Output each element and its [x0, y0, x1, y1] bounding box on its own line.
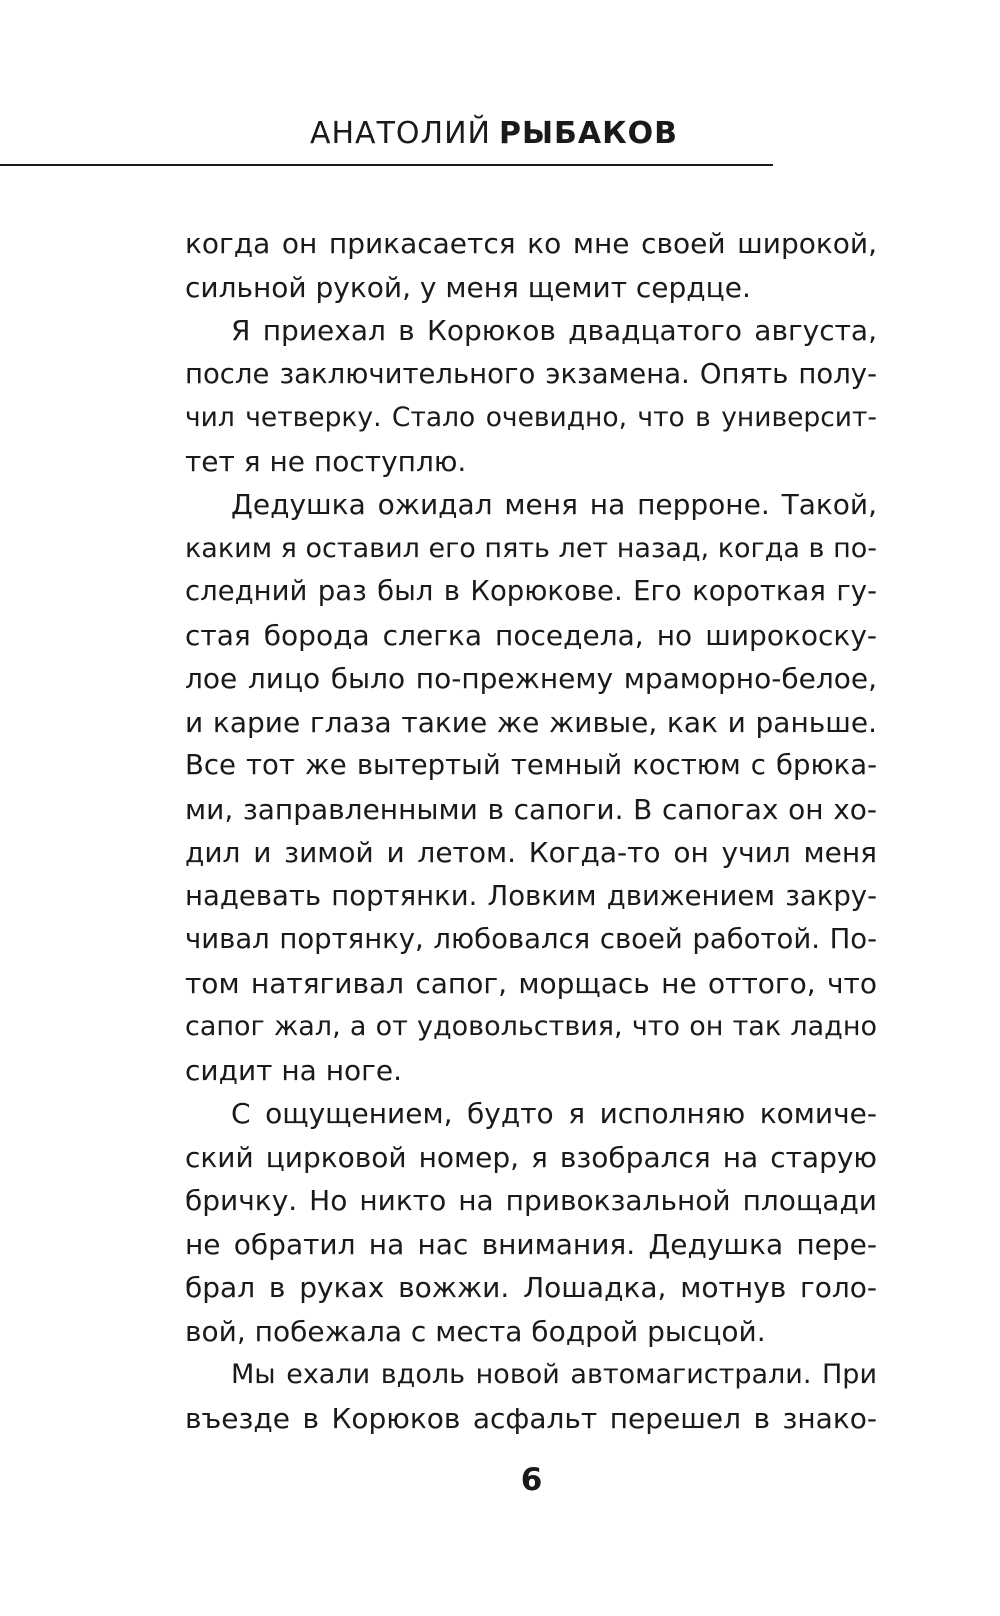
text-line: когда он прикасается ко мне своей широкой,	[185, 227, 877, 260]
text-line: чивал портянку, любовался своей работой. По-	[185, 923, 877, 955]
text-line: Все тот же вытертый темный костюм с брюка-	[185, 749, 877, 781]
body-text	[185, 222, 877, 1440]
text-line: том натягивал сапог, морщась не оттого, что	[185, 966, 877, 1000]
text-line: сапог жал, а от удовольствия, что он так ладно	[185, 1011, 877, 1042]
text-line: каким я оставил его пять лет назад, когда в по-	[185, 532, 877, 564]
text-line: въезде в Корюков асфальт перешел в знако-	[185, 1401, 877, 1435]
text-line: тет я не поступлю.	[185, 444, 467, 478]
text-line: Мы ехали вдоль новой автомагистрали. При	[231, 1359, 877, 1390]
text-line: не обратил на нас внимания. Дедушка пере-	[185, 1227, 877, 1261]
text-line: ми, заправленными в сапоги. В сапогах он хо-	[185, 792, 877, 826]
text-line: Дедушка ожидал меня на перроне. Такой,	[231, 488, 877, 521]
text-line: стая борода слегка поседела, но широкоску-	[185, 618, 877, 652]
text-line: дил и зимой и летом. Когда-то он учил меня	[185, 836, 877, 869]
page-number: 6	[520, 1462, 543, 1498]
header-rule	[0, 164, 773, 166]
text-line: сидит на ноге.	[185, 1053, 402, 1087]
text-line: надевать портянки. Ловким движением закру-	[185, 879, 877, 912]
author-last-name: РЫБАКОВ	[498, 116, 678, 151]
text-line: брал в руках вожжи. Лошадка, мотнув голо-	[185, 1271, 877, 1304]
text-line: бричку. Но никто на привокзальной площади	[185, 1184, 877, 1217]
text-line: после заключительного экзамена. Опять полу-	[185, 357, 877, 390]
text-line: С ощущением, будто я исполняю комиче-	[231, 1097, 877, 1130]
text-line: и карие глаза такие же живые, как и раньше.	[185, 705, 877, 739]
running-head	[0, 116, 678, 152]
text-line: сильной рукой, у меня щемит сердце.	[185, 270, 751, 304]
text-line: чил четверку. Стало очевидно, что в университ-	[185, 402, 877, 433]
text-line: ский цирковой номер, я взобрался на старую	[185, 1140, 877, 1174]
text-line: лое лицо было по-прежнему мраморно-белое,	[185, 662, 877, 695]
text-line: вой, побежала с места бодрой рысцой.	[185, 1314, 766, 1348]
text-line: следний раз был в Корюкове. Его короткая гу-	[185, 575, 877, 607]
text-line: Я приехал в Корюков двадцатого августа,	[231, 314, 877, 347]
author-first-name: АНАТОЛИЙ	[309, 116, 491, 151]
